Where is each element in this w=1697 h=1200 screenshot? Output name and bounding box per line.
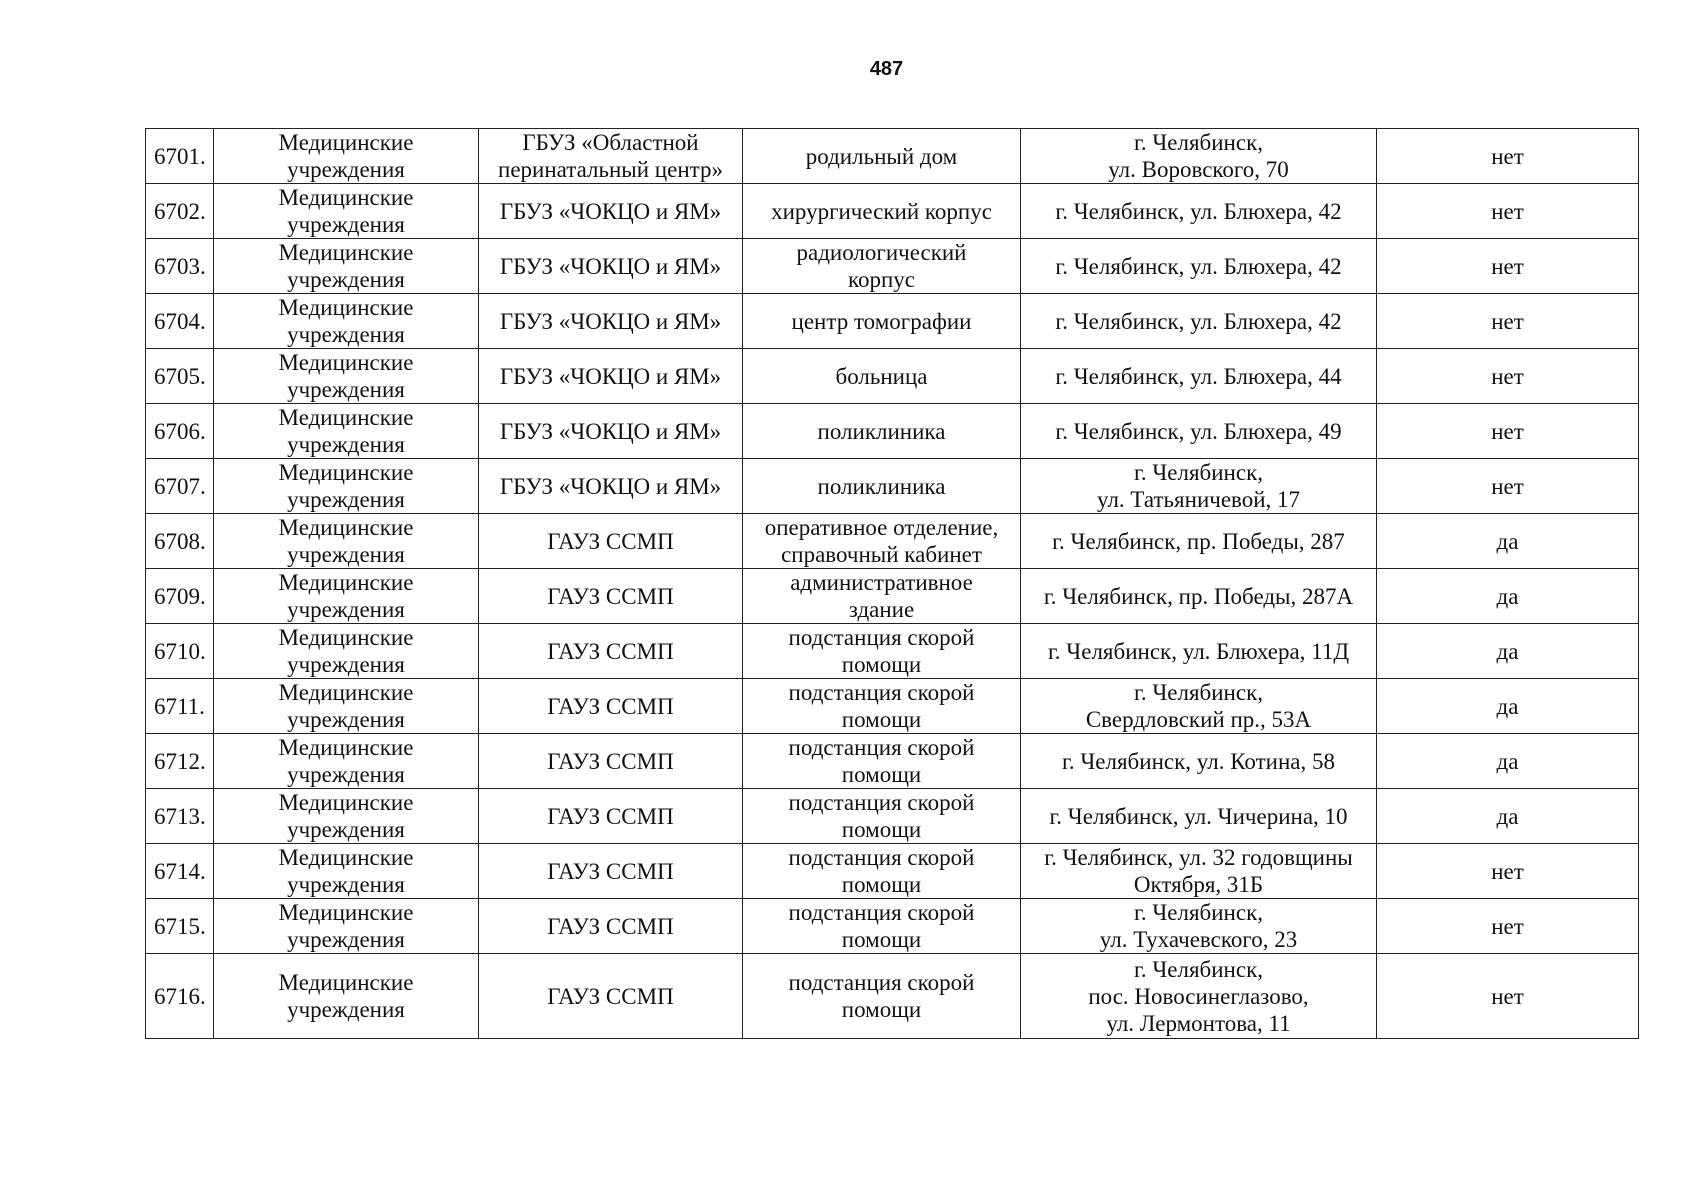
category-cell bbox=[214, 844, 479, 899]
facility-type-cell-line: подстанция скорой bbox=[788, 790, 975, 815]
category-cell-line: учреждения bbox=[287, 817, 405, 842]
flag-cell: да bbox=[1377, 789, 1639, 844]
address-cell-line: г. Челябинск, bbox=[1133, 900, 1263, 925]
flag-cell: нет bbox=[1377, 459, 1639, 514]
facility-type-cell bbox=[743, 789, 1021, 844]
organization-cell bbox=[479, 954, 743, 1039]
organization-cell-line: ГБУЗ «ЧОКЦО и ЯМ» bbox=[499, 253, 722, 279]
address-cell-line: пос. Новосинеглазово, bbox=[1088, 983, 1309, 1009]
category-cell-line: Медицинские bbox=[278, 460, 414, 485]
category-cell bbox=[214, 899, 479, 954]
organization-cell bbox=[479, 624, 743, 679]
organization-cell bbox=[479, 294, 743, 349]
flag-cell: нет bbox=[1377, 294, 1639, 349]
facility-type-cell-line: подстанция скорой bbox=[788, 680, 975, 705]
organization-cell bbox=[479, 404, 743, 459]
address-cell bbox=[1021, 459, 1377, 514]
facility-type-cell-line: помощи bbox=[841, 817, 922, 842]
address-cell-line: г. Челябинск, ул. Чичерина, 10 bbox=[1049, 803, 1348, 829]
table-row bbox=[146, 514, 1639, 569]
organization-cell bbox=[479, 349, 743, 404]
row-number-cell: 6706. bbox=[146, 404, 214, 459]
organization-cell bbox=[479, 569, 743, 624]
organization-cell bbox=[479, 239, 743, 294]
facility-type-cell-line: центр томографии bbox=[791, 308, 972, 334]
category-cell-line: Медицинские bbox=[278, 185, 414, 210]
table-row bbox=[146, 679, 1639, 734]
address-cell bbox=[1021, 844, 1377, 899]
flag-cell: нет bbox=[1377, 349, 1639, 404]
row-number-cell: 6716. bbox=[146, 954, 214, 1039]
facility-type-cell-line: помощи bbox=[841, 707, 922, 732]
category-cell-line: Медицинские bbox=[278, 240, 414, 265]
category-cell-line: Медицинские bbox=[278, 845, 414, 870]
address-cell-line: г. Челябинск, ул. Блюхера, 44 bbox=[1055, 363, 1342, 389]
organization-cell-line: ГБУЗ «ЧОКЦО и ЯМ» bbox=[499, 418, 722, 444]
category-cell bbox=[214, 129, 479, 184]
category-cell-line: Медицинские bbox=[278, 970, 414, 995]
facility-type-cell-line: поликлиника bbox=[817, 418, 946, 444]
flag-cell: да bbox=[1377, 624, 1639, 679]
facility-type-cell-line: хирургический корпус bbox=[771, 198, 992, 224]
address-cell-line: ул. Лермонтова, 11 bbox=[1106, 1010, 1291, 1036]
facility-type-cell-line: больница bbox=[835, 363, 928, 389]
row-number-cell: 6715. bbox=[146, 899, 214, 954]
category-cell bbox=[214, 294, 479, 349]
address-cell bbox=[1021, 129, 1377, 184]
facility-type-cell bbox=[743, 129, 1021, 184]
facility-type-cell-line: помощи bbox=[841, 762, 922, 787]
organization-cell-line: ГАУЗ ССМП bbox=[547, 858, 674, 884]
organization-cell-line: ГБУЗ «ЧОКЦО и ЯМ» bbox=[499, 473, 722, 499]
facility-type-cell-line: здание bbox=[848, 597, 915, 622]
category-cell-line: учреждения bbox=[287, 762, 405, 787]
table-row bbox=[146, 404, 1639, 459]
facility-type-cell-line: подстанция скорой bbox=[788, 845, 975, 870]
flag-cell: нет bbox=[1377, 239, 1639, 294]
category-cell-line: Медицинские bbox=[278, 405, 414, 430]
category-cell-line: учреждения bbox=[287, 487, 405, 512]
table-row bbox=[146, 459, 1639, 514]
organization-cell-line: ГАУЗ ССМП bbox=[547, 803, 674, 829]
flag-cell: да bbox=[1377, 679, 1639, 734]
organization-cell-line: ГАУЗ ССМП bbox=[547, 638, 674, 664]
category-cell-line: Медицинские bbox=[278, 130, 414, 155]
category-cell-line: учреждения bbox=[287, 157, 405, 182]
table-row bbox=[146, 844, 1639, 899]
row-number-cell: 6702. bbox=[146, 184, 214, 239]
address-cell bbox=[1021, 349, 1377, 404]
facility-type-cell bbox=[743, 294, 1021, 349]
facility-type-cell bbox=[743, 459, 1021, 514]
address-cell-line: г. Челябинск, bbox=[1133, 130, 1263, 155]
table-row bbox=[146, 129, 1639, 184]
row-number-cell: 6704. bbox=[146, 294, 214, 349]
registry-table-body bbox=[146, 129, 1639, 1039]
organization-cell bbox=[479, 899, 743, 954]
address-cell-line: Октября, 31Б bbox=[1133, 872, 1264, 897]
address-cell bbox=[1021, 624, 1377, 679]
category-cell-line: учреждения bbox=[287, 707, 405, 732]
category-cell-line: учреждения bbox=[287, 542, 405, 567]
category-cell bbox=[214, 624, 479, 679]
address-cell-line: г. Челябинск, ул. Котина, 58 bbox=[1062, 748, 1335, 774]
address-cell bbox=[1021, 789, 1377, 844]
organization-cell bbox=[479, 129, 743, 184]
category-cell bbox=[214, 954, 479, 1039]
facility-type-cell-line: помощи bbox=[841, 872, 922, 897]
table-row bbox=[146, 239, 1639, 294]
facility-type-cell bbox=[743, 569, 1021, 624]
address-cell-line: г. Челябинск, bbox=[1133, 680, 1263, 705]
facility-type-cell bbox=[743, 899, 1021, 954]
facility-type-cell bbox=[743, 624, 1021, 679]
facility-type-cell-line: корпус bbox=[847, 267, 916, 292]
flag-cell: нет bbox=[1377, 129, 1639, 184]
table-row bbox=[146, 349, 1639, 404]
address-cell-line: г. Челябинск, пр. Победы, 287 bbox=[1052, 528, 1345, 554]
facility-type-cell bbox=[743, 679, 1021, 734]
category-cell-line: Медицинские bbox=[278, 515, 414, 540]
facility-type-cell bbox=[743, 514, 1021, 569]
organization-cell-line: ГБУЗ «ЧОКЦО и ЯМ» bbox=[499, 198, 722, 224]
address-cell-line: г. Челябинск, ул. Блюхера, 11Д bbox=[1047, 638, 1350, 664]
facility-type-cell-line: помощи bbox=[841, 997, 922, 1022]
organization-cell-line: ГАУЗ ССМП bbox=[547, 583, 674, 609]
address-cell bbox=[1021, 954, 1377, 1039]
facility-type-cell bbox=[743, 349, 1021, 404]
organization-cell-line: ГАУЗ ССМП bbox=[547, 528, 674, 554]
address-cell-line: г. Челябинск, ул. Блюхера, 42 bbox=[1055, 308, 1342, 334]
row-number-cell: 6703. bbox=[146, 239, 214, 294]
category-cell-line: учреждения bbox=[287, 267, 405, 292]
facility-type-cell-line: родильный дом bbox=[805, 143, 958, 169]
table-row bbox=[146, 569, 1639, 624]
facility-type-cell-line: оперативное отделение, bbox=[764, 515, 999, 540]
facility-type-cell-line: поликлиника bbox=[817, 473, 946, 499]
row-number-cell: 6701. bbox=[146, 129, 214, 184]
category-cell-line: Медицинские bbox=[278, 625, 414, 650]
category-cell bbox=[214, 404, 479, 459]
organization-cell bbox=[479, 844, 743, 899]
flag-cell: нет bbox=[1377, 954, 1639, 1039]
category-cell bbox=[214, 349, 479, 404]
address-cell bbox=[1021, 514, 1377, 569]
organization-cell bbox=[479, 734, 743, 789]
facility-type-cell bbox=[743, 954, 1021, 1039]
organization-cell-line: ГАУЗ ССМП bbox=[547, 983, 674, 1009]
category-cell bbox=[214, 569, 479, 624]
organization-cell-line: ГБУЗ «ЧОКЦО и ЯМ» bbox=[499, 363, 722, 389]
facility-type-cell-line: помощи bbox=[841, 927, 922, 952]
organization-cell bbox=[479, 789, 743, 844]
facility-type-cell bbox=[743, 734, 1021, 789]
table-row bbox=[146, 184, 1639, 239]
organization-cell-line: перинатальный центр» bbox=[498, 157, 723, 182]
organization-cell bbox=[479, 184, 743, 239]
category-cell-line: учреждения bbox=[287, 652, 405, 677]
row-number-cell: 6714. bbox=[146, 844, 214, 899]
category-cell-line: учреждения bbox=[287, 377, 405, 402]
address-cell-line: г. Челябинск, ул. Блюхера, 42 bbox=[1055, 198, 1342, 224]
category-cell-line: Медицинские bbox=[278, 735, 414, 760]
table-row bbox=[146, 954, 1639, 1039]
facility-type-cell-line: радиологический bbox=[796, 240, 967, 265]
category-cell-line: Медицинские bbox=[278, 790, 414, 815]
table-row bbox=[146, 624, 1639, 679]
row-number-cell: 6713. bbox=[146, 789, 214, 844]
table-row bbox=[146, 734, 1639, 789]
facility-type-cell bbox=[743, 844, 1021, 899]
address-cell-line: ул. Воровского, 70 bbox=[1108, 157, 1289, 182]
category-cell-line: учреждения bbox=[287, 872, 405, 897]
category-cell-line: учреждения bbox=[287, 597, 405, 622]
row-number-cell: 6707. bbox=[146, 459, 214, 514]
address-cell bbox=[1021, 184, 1377, 239]
address-cell-line: ул. Татьяничевой, 17 bbox=[1096, 487, 1301, 512]
facility-type-cell bbox=[743, 239, 1021, 294]
row-number-cell: 6712. bbox=[146, 734, 214, 789]
category-cell bbox=[214, 679, 479, 734]
category-cell-line: Медицинские bbox=[278, 350, 414, 375]
facility-type-cell-line: подстанция скорой bbox=[788, 900, 975, 925]
row-number-cell: 6705. bbox=[146, 349, 214, 404]
flag-cell: да bbox=[1377, 569, 1639, 624]
address-cell-line: г. Челябинск, ул. Блюхера, 42 bbox=[1055, 253, 1342, 279]
flag-cell: да bbox=[1377, 734, 1639, 789]
facility-type-cell-line: подстанция скорой bbox=[788, 735, 975, 760]
row-number-cell: 6709. bbox=[146, 569, 214, 624]
row-number-cell: 6711. bbox=[146, 679, 214, 734]
flag-cell: нет bbox=[1377, 844, 1639, 899]
address-cell-line: г. Челябинск, ул. 32 годовщины bbox=[1044, 845, 1353, 870]
organization-cell-line: ГАУЗ ССМП bbox=[547, 693, 674, 719]
category-cell-line: учреждения bbox=[287, 212, 405, 237]
facility-type-cell-line: подстанция скорой bbox=[788, 625, 975, 650]
category-cell-line: учреждения bbox=[287, 997, 405, 1022]
address-cell-line: г. Челябинск, пр. Победы, 287А bbox=[1043, 583, 1354, 609]
address-cell bbox=[1021, 404, 1377, 459]
table-row bbox=[146, 789, 1639, 844]
organization-cell-line: ГБУЗ «ЧОКЦО и ЯМ» bbox=[499, 308, 722, 334]
organization-cell bbox=[479, 679, 743, 734]
table-row bbox=[146, 294, 1639, 349]
address-cell-line: Свердловский пр., 53А bbox=[1085, 707, 1312, 732]
address-cell-line: ул. Тухачевского, 23 bbox=[1099, 927, 1298, 952]
category-cell-line: Медицинские bbox=[278, 900, 414, 925]
row-number-cell: 6710. bbox=[146, 624, 214, 679]
category-cell bbox=[214, 514, 479, 569]
facility-type-cell-line: помощи bbox=[841, 652, 922, 677]
table-row bbox=[146, 899, 1639, 954]
organization-cell bbox=[479, 514, 743, 569]
category-cell bbox=[214, 789, 479, 844]
organization-cell-line: ГБУЗ «Областной bbox=[522, 130, 699, 155]
flag-cell: нет bbox=[1377, 404, 1639, 459]
category-cell-line: учреждения bbox=[287, 432, 405, 457]
facility-type-cell-line: административное bbox=[790, 570, 973, 595]
category-cell bbox=[214, 459, 479, 514]
address-cell-line: г. Челябинск, ул. Блюхера, 49 bbox=[1055, 418, 1342, 444]
category-cell bbox=[214, 734, 479, 789]
address-cell bbox=[1021, 239, 1377, 294]
category-cell bbox=[214, 239, 479, 294]
row-number-cell: 6708. bbox=[146, 514, 214, 569]
organization-cell-line: ГАУЗ ССМП bbox=[547, 748, 674, 774]
organization-cell-line: ГАУЗ ССМП bbox=[547, 913, 674, 939]
page-number: 487 bbox=[869, 58, 904, 80]
facility-type-cell-line: справочный кабинет bbox=[781, 542, 982, 567]
category-cell-line: учреждения bbox=[287, 322, 405, 347]
facility-type-cell bbox=[743, 404, 1021, 459]
address-cell bbox=[1021, 679, 1377, 734]
category-cell-line: Медицинские bbox=[278, 680, 414, 705]
address-cell bbox=[1021, 569, 1377, 624]
category-cell-line: Медицинские bbox=[278, 570, 414, 595]
flag-cell: да bbox=[1377, 514, 1639, 569]
address-cell bbox=[1021, 899, 1377, 954]
category-cell bbox=[214, 184, 479, 239]
flag-cell: нет bbox=[1377, 184, 1639, 239]
address-cell-line: г. Челябинск, bbox=[1133, 460, 1263, 485]
organization-cell bbox=[479, 459, 743, 514]
facility-type-cell bbox=[743, 184, 1021, 239]
address-cell-line: г. Челябинск, bbox=[1133, 956, 1263, 982]
address-cell bbox=[1021, 294, 1377, 349]
registry-table bbox=[145, 128, 1639, 1039]
facility-type-cell-line: подстанция скорой bbox=[788, 970, 975, 995]
category-cell-line: учреждения bbox=[287, 927, 405, 952]
category-cell-line: Медицинские bbox=[278, 295, 414, 320]
address-cell bbox=[1021, 734, 1377, 789]
flag-cell: нет bbox=[1377, 899, 1639, 954]
